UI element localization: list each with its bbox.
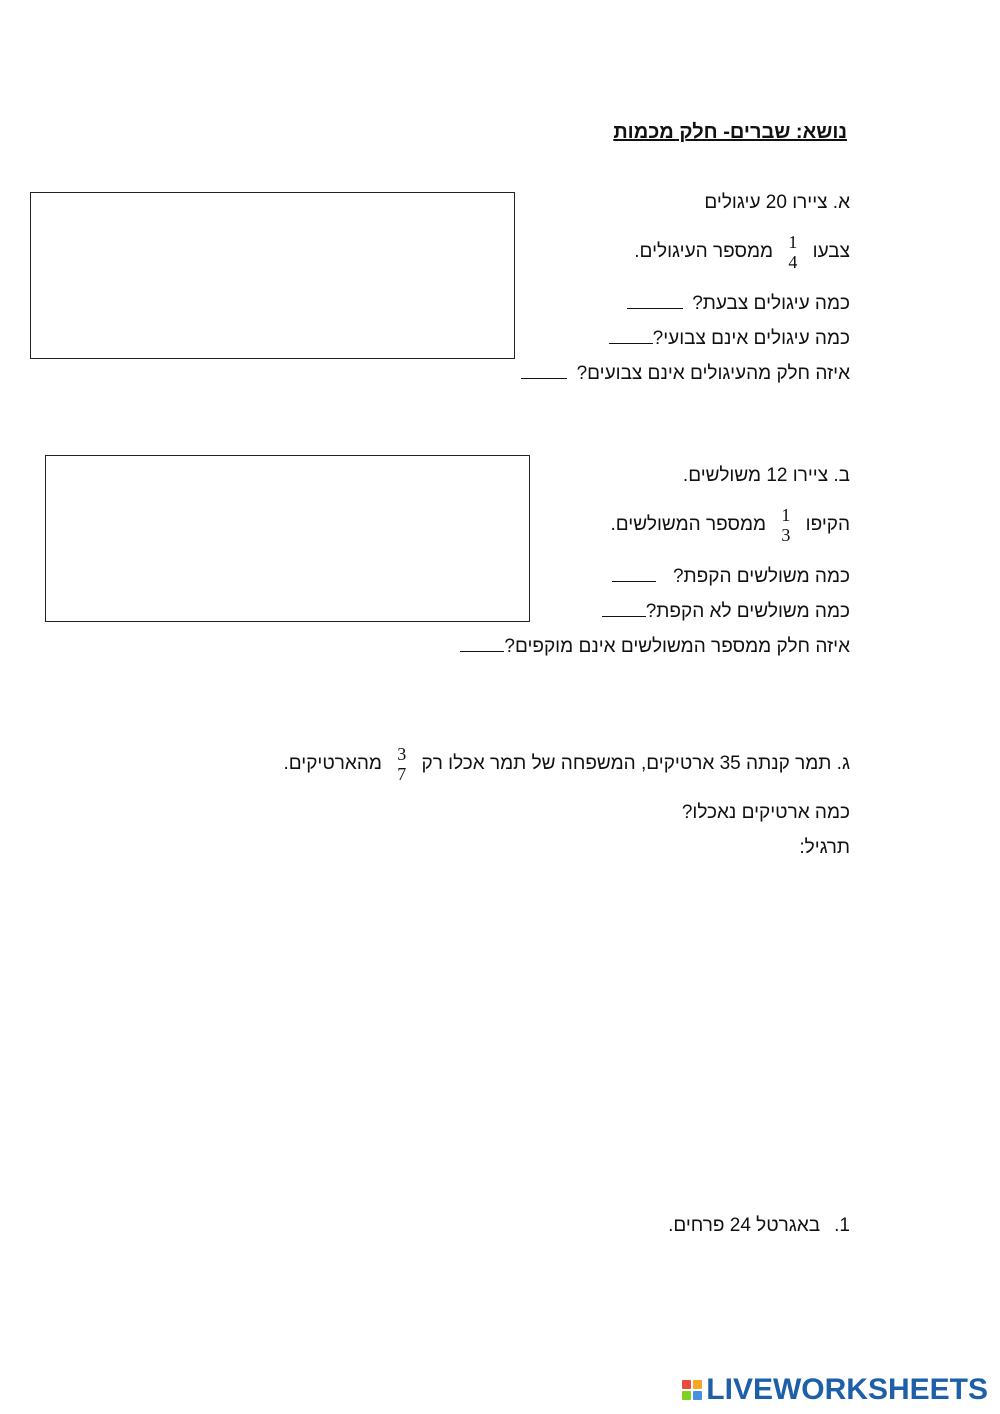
logo-icon: [682, 1380, 702, 1400]
problem-text-end: מהארטיקים.: [283, 753, 382, 774]
section-b-question-1: [612, 563, 850, 589]
question-text: כמה עיגולים צבעת?: [692, 293, 850, 314]
question-text: איזה חלק ממספר המשולשים אינם מוקפים?: [504, 636, 850, 657]
color-object: ממספר העיגולים.: [634, 241, 774, 262]
item-number: 1.: [834, 1215, 850, 1236]
page-title: נושא: שברים- חלק מכמות: [613, 121, 847, 143]
fraction-denominator: 7: [397, 763, 407, 784]
section-a-question-3: [521, 360, 850, 386]
logo-square: [693, 1380, 702, 1389]
logo-square: [693, 1391, 702, 1400]
fraction-three-sevenths: [397, 744, 406, 784]
section-b-instruction: ב. ציירו 12 משולשים.: [682, 465, 850, 486]
question-text: כמה משולשים לא הקפת?: [645, 601, 850, 622]
section-c-problem: [284, 740, 851, 788]
section-a-question-1: [627, 290, 850, 316]
fraction-numerator: 3: [397, 743, 407, 764]
drawing-box-circles[interactable]: [30, 192, 515, 359]
color-verb: צבעו: [812, 241, 850, 262]
answer-blank[interactable]: [612, 563, 656, 582]
logo-wordmark: LIVEWORKSHEETS: [706, 1373, 988, 1406]
logo-square: [682, 1380, 691, 1389]
section-a-color-instruction: [634, 228, 850, 276]
liveworksheets-logo[interactable]: [682, 1373, 988, 1407]
answer-blank[interactable]: [609, 325, 653, 344]
logo-square: [682, 1391, 691, 1400]
answer-blank[interactable]: [602, 598, 646, 617]
question-text: איזה חלק מהעיגולים אינם צבועים?: [576, 363, 850, 384]
section-a-instruction: א. ציירו 20 עיגולים: [704, 192, 850, 213]
section-c-question: כמה ארטיקים נאכלו?: [681, 802, 850, 823]
answer-blank[interactable]: [521, 360, 567, 379]
answer-blank[interactable]: [460, 633, 504, 652]
fraction-denominator: 3: [781, 524, 791, 545]
problem-text: ג. תמר קנתה 35 ארטיקים, המשפחה של תמר אכלו רק: [421, 753, 850, 774]
fraction-numerator: 1: [788, 231, 798, 252]
answer-blank[interactable]: [627, 290, 683, 309]
question-text: כמה עיגולים אינם צבועי?: [652, 328, 850, 349]
section-b-question-2: [602, 598, 850, 624]
exercise-label: תרגיל:: [799, 837, 850, 858]
item-text: באגרטל 24 פרחים.: [668, 1215, 821, 1236]
fraction-one-quarter: [788, 232, 797, 272]
item-1: [668, 1214, 850, 1238]
section-a-question-2: [609, 325, 850, 351]
circle-verb: הקיפו: [805, 514, 850, 535]
fraction-numerator: 1: [781, 504, 791, 525]
section-b-question-3: [460, 633, 850, 659]
fraction-denominator: 4: [788, 251, 798, 272]
fraction-one-third: [781, 505, 790, 545]
drawing-box-triangles[interactable]: [45, 455, 530, 622]
question-text: כמה משולשים הקפת?: [672, 566, 850, 587]
section-b-circle-instruction: [611, 501, 850, 549]
circle-object: ממספר המשולשים.: [610, 514, 767, 535]
